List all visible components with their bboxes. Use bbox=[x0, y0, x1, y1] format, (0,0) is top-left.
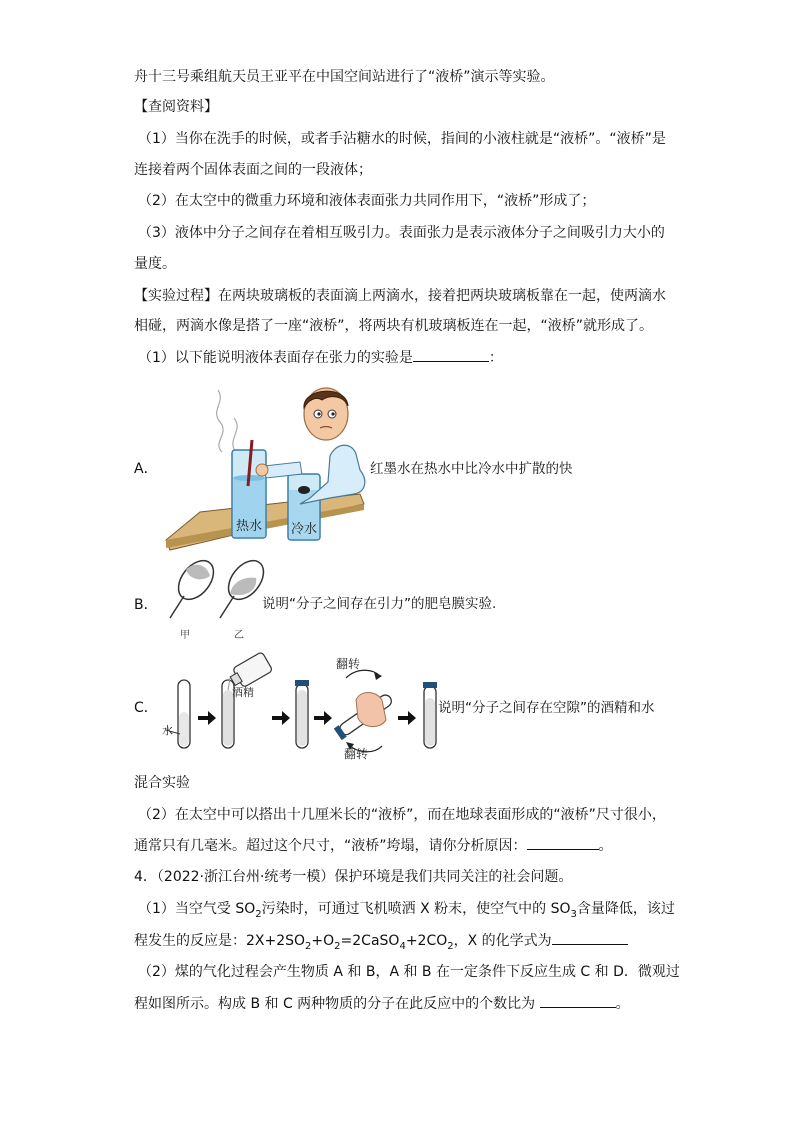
subscript: 3 bbox=[570, 908, 577, 920]
text-line: 【实验过程】在两块玻璃板的表面滴上两滴水，接着把两块玻璃板靠在一起，使两滴水 bbox=[134, 288, 666, 304]
text-line: 混合实验 bbox=[134, 775, 190, 791]
alcohol-water-illustration bbox=[160, 650, 440, 765]
text-line: 相碰，两滴水像是搭了一座“液桥”，将两块有机玻璃板连在一起，“液桥”就形成了。 bbox=[134, 318, 654, 334]
text-line: （2）煤的气化过程会产生物质 A 和 B，A 和 B 在一定条件下反应生成 C 和 D．微观过 bbox=[138, 964, 680, 980]
subscript: 2 bbox=[334, 940, 341, 952]
option-b-caption: 说明“分子之间存在引力”的肥皂膜实验. bbox=[262, 596, 497, 612]
subscript: 2 bbox=[255, 908, 262, 920]
diffusion-illustration bbox=[160, 382, 375, 552]
answer-blank[interactable] bbox=[413, 347, 489, 362]
hot-water-label: 热水 bbox=[236, 519, 263, 534]
answer-blank[interactable] bbox=[527, 835, 599, 850]
punct: 。 bbox=[598, 838, 613, 854]
option-a-label: A． bbox=[134, 461, 158, 477]
answer-blank[interactable] bbox=[552, 930, 628, 945]
text-part: 含量降低，该过 bbox=[576, 901, 675, 917]
flip-label-top: 翻转 bbox=[336, 657, 361, 671]
text-line: 量度。 bbox=[134, 256, 176, 272]
text-line: （3）液体中分子之间存在着相互吸引力。表面张力是表示液体分子之间吸引力大小的 bbox=[138, 225, 665, 241]
option-c-caption: 说明“分子之间存在空隙”的酒精和水 bbox=[438, 700, 655, 716]
subscript: 2 bbox=[305, 940, 312, 952]
text-part: 污染时，可通过飞机喷洒 X 粉末，使空气中的 SO bbox=[261, 901, 571, 917]
punct: ： bbox=[488, 350, 503, 366]
question-text: 程如图所示。构成 B 和 C 两种物质的分子在此反应中的个数比为 bbox=[134, 996, 540, 1012]
option-c-label: C． bbox=[134, 700, 158, 716]
question-line bbox=[134, 835, 613, 856]
question-heading: 4．（2022·浙江台州·统考一模）保护环境是我们共同关注的社会问题。 bbox=[134, 869, 573, 885]
answer-blank[interactable] bbox=[540, 993, 616, 1008]
subscript: 2 bbox=[447, 940, 454, 952]
question-line bbox=[134, 993, 630, 1014]
alcohol-label: 酒精 bbox=[232, 686, 254, 699]
water-label: 水 bbox=[162, 724, 173, 737]
flip-label-bottom: 翻转 bbox=[344, 747, 369, 761]
question-line bbox=[134, 930, 628, 957]
yi-label: 乙 bbox=[234, 630, 244, 641]
text-part: =2CaSO bbox=[340, 933, 400, 949]
text-part: ，X 的化学式为 bbox=[453, 933, 552, 949]
text-part: +O bbox=[311, 933, 335, 949]
option-b-label: B． bbox=[134, 597, 158, 613]
question-text: （1）以下能说明液体表面存在张力的实验是 bbox=[138, 350, 413, 366]
punct: 。 bbox=[615, 996, 630, 1012]
text-line: （1）当你在洗手的时候，或者手沾糖水的时候，指间的小液柱就是“液桥”。“液桥”是 bbox=[138, 131, 666, 147]
subscript: 4 bbox=[399, 940, 406, 952]
text-line: （2）在太空中的微重力环境和液体表面张力共同作用下，“液桥”形成了； bbox=[138, 193, 596, 209]
question-text: 通常只有几毫米。超过这个尺寸，“液桥”垮塌，请你分析原因： bbox=[134, 838, 527, 854]
cold-water-label: 冷水 bbox=[291, 522, 318, 537]
text-part: +2CO bbox=[405, 933, 448, 949]
section-heading: 【查阅资料】 bbox=[134, 99, 218, 115]
text-part: （1）当空气受 SO bbox=[138, 901, 256, 917]
jia-label: 甲 bbox=[180, 630, 190, 641]
option-a-caption: 红墨水在热水中比冷水中扩散的快 bbox=[370, 461, 573, 477]
text-line: 连接着两个固体表面之间的一段液体； bbox=[134, 162, 372, 178]
question-line bbox=[138, 899, 675, 925]
question-line bbox=[138, 347, 503, 368]
text-part: 程发生的反应是：2X+2SO bbox=[134, 933, 306, 949]
text-line: 舟十三号乘组航天员王亚平在中国空间站进行了“液桥”演示等实验。 bbox=[134, 69, 555, 85]
text-line: （2）在太空中可以搭出十几厘米长的“液桥”，而在地球表面形成的“液桥”尺寸很小， bbox=[138, 807, 666, 823]
soap-film-illustration bbox=[160, 556, 270, 644]
